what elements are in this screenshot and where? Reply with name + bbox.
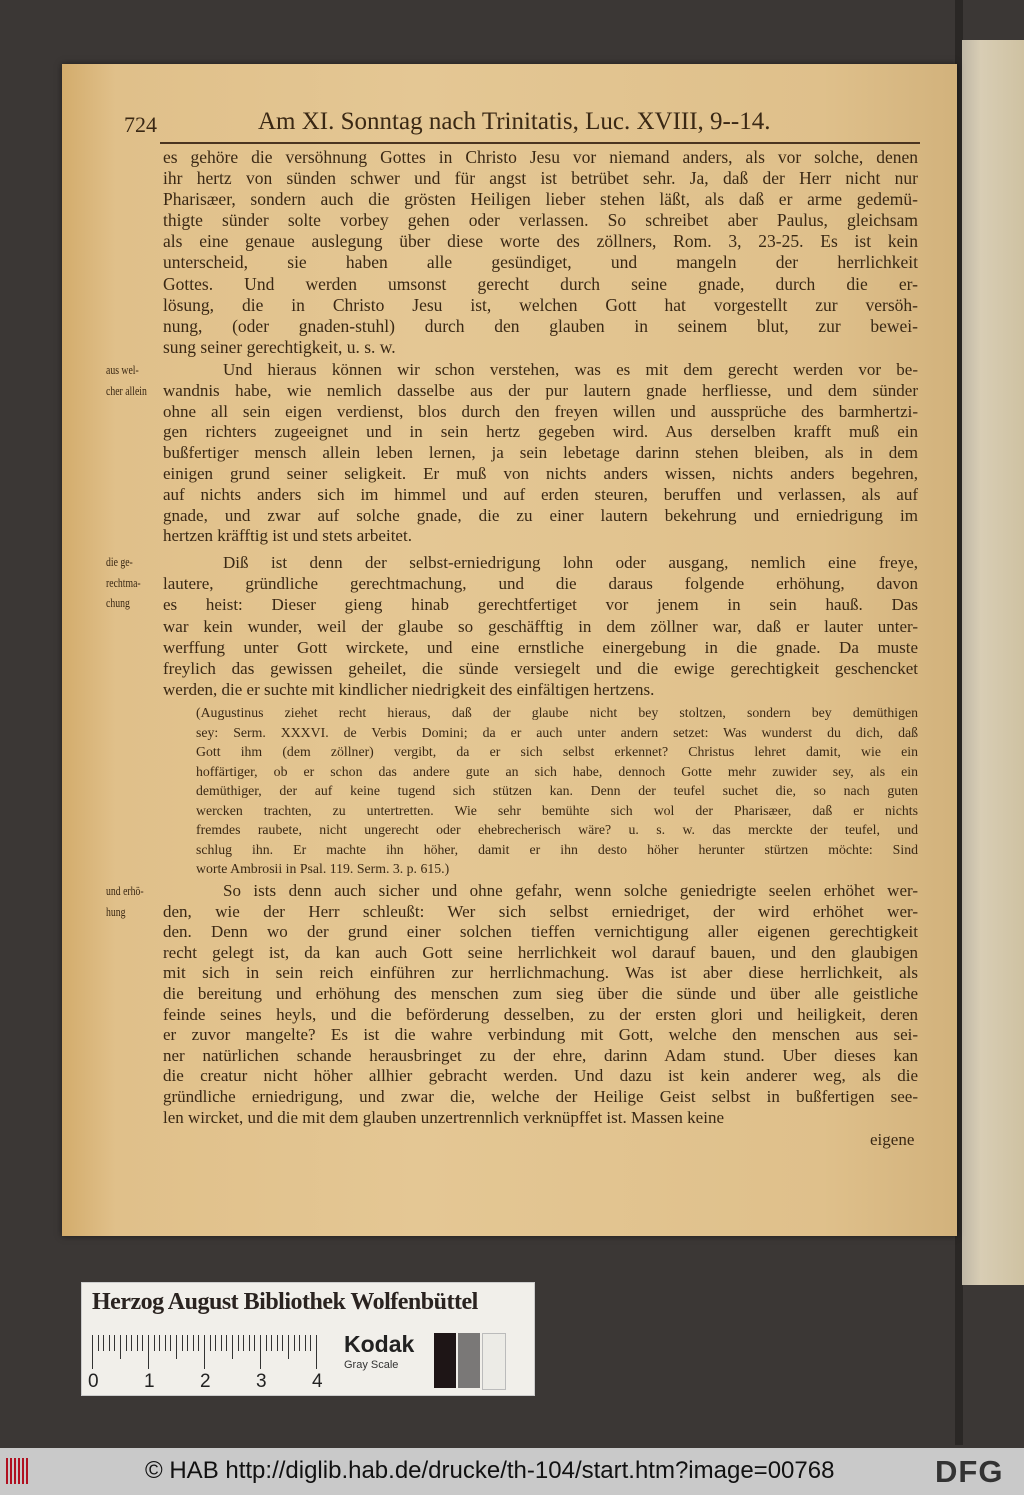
text-line: fremdes raubete, nicht ungerecht oder ehebrecherisch wäre? u. s. w. das merckte der teufel, und xyxy=(196,822,918,837)
text-line: gnade, und zwar auf solche gnade, die zu einer lautern bekehrung und erniedrigung im xyxy=(163,505,918,525)
text-line: thigte sünder solte vorbey gehen oder verlassen. So schreibet aber Paulus, gleichsam xyxy=(163,210,918,231)
footer-bar xyxy=(0,1448,1024,1495)
ruler-number: 1 xyxy=(144,1371,155,1392)
ruler-tick xyxy=(126,1335,127,1351)
text-line: den, wie der Herr schleußt: Wer sich selbst erniedriget, der wird erhöhet wer- xyxy=(163,901,918,921)
ruler-tick xyxy=(243,1335,244,1351)
gray-swatch-white xyxy=(482,1333,506,1390)
text-line: lautere, gründliche gerechtmachung, und die daraus folgende erhöhung, davon xyxy=(163,574,918,594)
text-line: recht gelegt ist, da kan auch Gott seine herrlichkeit wol darauf bauen, und den glaubigen xyxy=(163,942,918,962)
ruler-tick xyxy=(98,1335,99,1351)
institution-name: Herzog August Bibliothek Wolfenbüttel xyxy=(92,1289,478,1315)
text-line: die creatur nicht höher allhier gebracht werden. Und dazu ist kein anderer weg, als die xyxy=(163,1066,918,1086)
text-line: sey: Serm. XXXVI. de Verbis Domini; da er auch unter andern setzet: Was wunderst du dich, daß xyxy=(196,724,918,740)
text-line: ner natürlichen schande herausbringet zu der ehre, darinn Adam stund. Uber dieses kan xyxy=(163,1045,918,1065)
ruler-tick xyxy=(226,1335,227,1351)
header-rule xyxy=(160,142,920,144)
ruler-tick xyxy=(249,1335,250,1351)
ruler-tick xyxy=(221,1335,222,1351)
text-line: Diß ist denn der selbst-erniedrigung lohn oder ausgang, nemlich eine freye, xyxy=(223,553,918,572)
text-line: mit sich in sein reich einführen zur herrlichmachung. Was ist aber diese herrlichkeit, als xyxy=(163,963,918,983)
kodak-logo: Kodak xyxy=(344,1331,415,1357)
margin-note-2 xyxy=(106,552,141,614)
text-line: demüthiger, der auf keine tugend sich stützen kan. Denn der teufel suchet die, so nach guten xyxy=(196,783,918,798)
ruler-tick xyxy=(204,1335,205,1369)
ruler-tick xyxy=(120,1335,121,1359)
text-line: unterscheid, sie haben alle gesündiget, und mangeln der herrlichkeit xyxy=(163,252,918,273)
text-line: Gottes. Und werden umsonst gerecht durch seine gnade, durch die er- xyxy=(163,273,918,294)
margin-note-line: und erhö- xyxy=(106,884,144,898)
text-line: einigen grund seiner seligkeit. Er muß von nichts anders wissen, nichts anders begehren, xyxy=(163,463,918,483)
ruler-tick xyxy=(182,1335,183,1351)
ruler-tick xyxy=(165,1335,166,1351)
text-line: freylich das gewissen geheilet, die sünde versiegelt und die ewige gerechtigkeit geschencket xyxy=(163,659,918,679)
text-line: (Augustinus ziehet recht hieraus, daß der glaube nicht bey stoltzen, sondern bey demüthigen xyxy=(196,705,918,720)
margin-note-line: cher allein xyxy=(106,383,147,398)
text-line: er zuvor mangelte? Es ist die wahre verbindung mit Gott, welche den menschen aus sei- xyxy=(163,1025,918,1045)
ruler-tick xyxy=(232,1335,233,1359)
ruler-number: 4 xyxy=(312,1371,323,1392)
ruler-tick xyxy=(282,1335,283,1351)
ruler-tick xyxy=(254,1335,255,1351)
text-line: ohne all sein eigen verdienst, blos durch den freyen willen und aussprüche des barmhertzi- xyxy=(163,401,918,421)
text-line: war kein wunder, weil der glaube so geschäfftig in dem zöllner war, daß er lauter unter- xyxy=(163,616,918,636)
ruler-tick xyxy=(142,1335,143,1351)
gray-swatch-black xyxy=(434,1333,456,1388)
ruler-tick xyxy=(210,1335,211,1351)
ruler-tick xyxy=(288,1335,289,1359)
ruler-tick xyxy=(92,1335,93,1369)
ruler-tick xyxy=(187,1335,188,1351)
text-line: ihr hertz von sünden schwer und für angst ist betrübet sehr. Ja, daß der Herr nicht nur xyxy=(163,168,918,189)
ruler-tick xyxy=(215,1335,216,1351)
text-line: wandnis habe, wie nemlich dasselbe aus der pur lautern gnade herfliesse, und dem sünder xyxy=(163,380,918,400)
ruler-tick xyxy=(294,1335,295,1351)
text-line: werden, die er suchte mit kindlicher niedrigkeit des einfältigen hertzens. xyxy=(163,680,655,700)
ruler-tick xyxy=(154,1335,155,1351)
ruler-tick xyxy=(114,1335,115,1351)
ruler-number: 3 xyxy=(256,1371,267,1392)
margin-note-line: aus wel- xyxy=(106,363,139,377)
ruler-tick xyxy=(159,1335,160,1351)
ruler-tick xyxy=(131,1335,132,1351)
paragraph-1 xyxy=(163,147,918,358)
margin-note-line: hung xyxy=(106,904,126,919)
margin-note-3 xyxy=(106,881,144,922)
ruler-number: 2 xyxy=(200,1371,211,1392)
text-line: gen richters zugeeignet und in sein hertz gegeben wird. Aus derselben krafft muß ein xyxy=(163,422,918,442)
footnote-quotation xyxy=(196,703,918,879)
text-line: nung, (oder gnaden-stuhl) durch den glauben in seinem blut, zur bewei- xyxy=(163,315,918,336)
margin-note-1 xyxy=(106,360,147,401)
gray-swatch-mid xyxy=(458,1333,480,1388)
text-line: worte Ambrosii in Psal. 119. Serm. 3. p. 615.) xyxy=(196,861,450,876)
ruler-tick xyxy=(305,1335,306,1351)
ruler-tick xyxy=(193,1335,194,1351)
gray-scale-label: Gray Scale xyxy=(344,1359,399,1371)
text-line: auf nichts anders sich im himmel und auf erden steuren, beruffen und verlassen, als auf xyxy=(163,484,918,504)
ruler-tick xyxy=(260,1335,261,1369)
text-line: schlug ihn. Er machte ihn höher, damit er ihn desto höher herunter stürtzen möchte: Sind xyxy=(196,841,918,857)
hab-logo-icon xyxy=(6,1458,28,1484)
margin-note-line: chung xyxy=(106,596,130,610)
scale-card xyxy=(81,1282,535,1396)
adjacent-page-edge xyxy=(962,40,1024,1285)
text-line: Pharisæer, sondern auch die grösten Heiligen lieber stehen läßt, als daß er arme gedemü- xyxy=(163,189,918,210)
text-line: bußfertiger mensch allein leben lernen, ja sein lebetage darinn stehen bleiben, als in dem xyxy=(163,443,918,463)
text-line: den. Denn wo der grund einer solchen tieffen vernichtigung aller eigenen gerechtigkeit xyxy=(163,922,918,942)
text-line: Gott ihm (dem zöllner) vergibt, da er sich selbst erkennet? Christus lehret damit, wie ein xyxy=(196,744,918,759)
text-line: werffung unter Gott wirckete, und eine ernstliche einergebung in die gnade. Da muste xyxy=(163,637,918,657)
ruler-tick xyxy=(299,1335,300,1351)
text-line: hertzen kräfftig ist und stets arbeitet. xyxy=(163,526,412,546)
ruler-number: 0 xyxy=(88,1371,99,1392)
ruler-tick xyxy=(271,1335,272,1351)
text-line: gründliche erniedrigung, und zwar die, welche der Heilige Geist selbst in bußfertigen see- xyxy=(163,1086,918,1106)
page-number: 724 xyxy=(124,112,157,137)
ruler-tick xyxy=(238,1335,239,1351)
text-line: So ists denn auch sicher und ohne gefahr, wenn solche geniedrigte seelen erhöhet wer- xyxy=(223,881,918,900)
ruler-tick xyxy=(109,1335,110,1351)
text-line: Und hieraus können wir schon verstehen, was es mit dem gerecht werden vor be- xyxy=(223,360,918,379)
paragraph-2 xyxy=(163,360,918,547)
ruler-tick xyxy=(137,1335,138,1351)
centimeter-ruler xyxy=(88,1335,324,1392)
ruler-tick xyxy=(277,1335,278,1351)
text-line: die bereitung und erhöhung des menschen zum sieg über die sünde und über alle geistliche xyxy=(163,983,918,1003)
text-line: es heist: Dieser gieng hinab gerechtfertiget vor jenem in sein hauß. Das xyxy=(163,595,918,615)
text-line: sung seiner gerechtigkeit, u. s. w. xyxy=(163,336,396,357)
ruler-tick xyxy=(103,1335,104,1351)
dfg-logo: DFG xyxy=(935,1454,1004,1489)
ruler-tick xyxy=(266,1335,267,1351)
paragraph-3 xyxy=(163,552,918,700)
text-line: lösung, die in Christo Jesu ist, welchen Gott hat vorgestellt zur versöh- xyxy=(163,294,918,315)
text-line: als eine genaue auslegung über diese worte des zöllners, Rom. 3, 23-25. Es ist kein xyxy=(163,231,918,252)
ruler-tick xyxy=(176,1335,177,1359)
ruler-tick xyxy=(198,1335,199,1351)
running-title: Am XI. Sonntag nach Trinitatis, Luc. XVIII, 9--14. xyxy=(258,108,771,135)
copyright-url[interactable]: © HAB http://diglib.hab.de/drucke/th-104/start.htm?image=00768 xyxy=(145,1457,835,1484)
paragraph-4 xyxy=(163,881,918,1128)
text-line: hoffärtiger, ob er schon das andere gute an sich habe, dennoch Gotte mehr zuwider sey, als ein xyxy=(196,763,918,779)
catchword: eigene xyxy=(870,1130,915,1149)
ruler-tick xyxy=(170,1335,171,1351)
text-line: es gehöre die versöhnung Gottes in Christo Jesu vor niemand anders, als vor solche, denen xyxy=(163,147,918,167)
text-line: len wircket, und die mit dem glauben unzertrennlich verknüpffet ist. Massen keine xyxy=(163,1107,724,1127)
ruler-tick xyxy=(310,1335,311,1351)
ruler-tick xyxy=(316,1335,317,1369)
margin-note-line: rechtma- xyxy=(106,575,141,590)
margin-note-line: die ge- xyxy=(106,555,133,569)
text-line: feinde seines heyls, und die beförderung desselben, zu der ersten glori und heiligkeit, deren xyxy=(163,1004,918,1024)
text-line: wercken trachten, zu untertretten. Wie sehr bemühte sich wol der Pharisæer, daß er nichts xyxy=(196,802,918,818)
ruler-tick xyxy=(148,1335,149,1369)
